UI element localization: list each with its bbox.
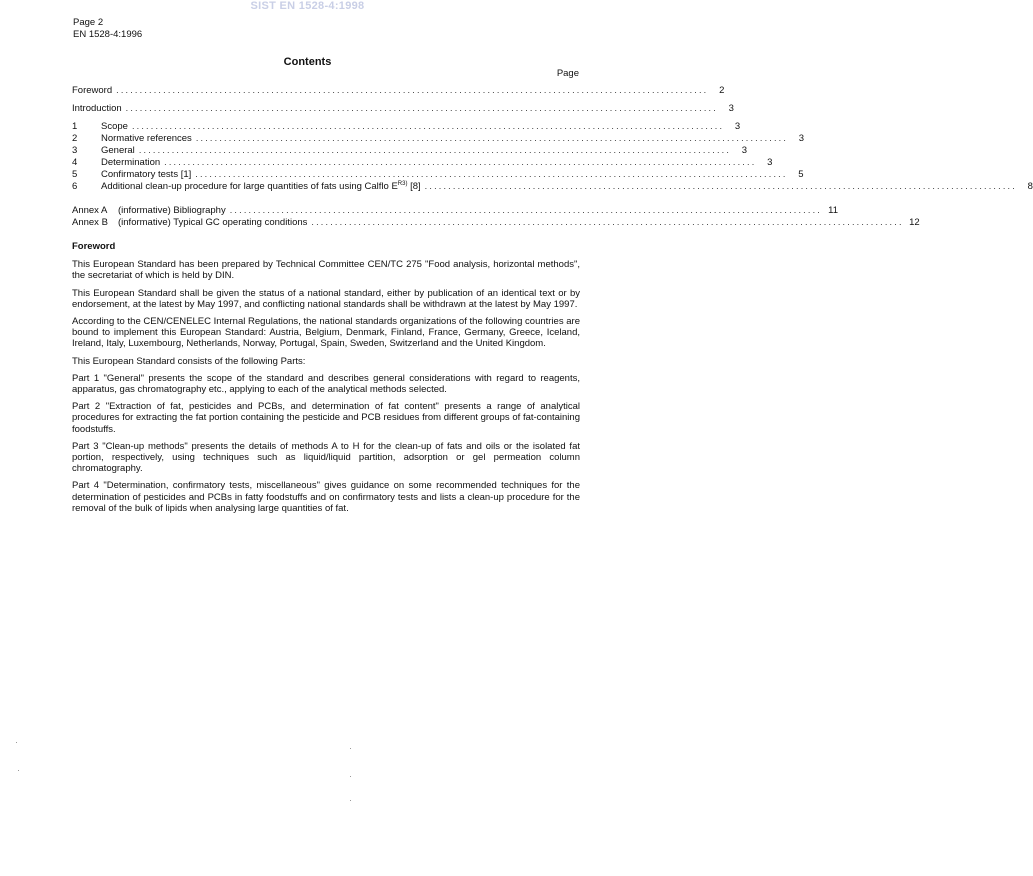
toc-entry-label: Introduction <box>72 103 122 114</box>
standard-id: EN 1528-4:1996 <box>73 29 143 40</box>
foreword-paragraph: This European Standard shall be given the status of a national standard, either by publication of an identical text or by endorsement, at the latest by May 1997, and conflicting national standards shall be withdrawn at the latest by May 1997. <box>72 287 580 310</box>
scan-speck <box>350 800 351 801</box>
toc-entry-label: Normative references <box>101 133 192 144</box>
toc-entry-label: General <box>101 145 135 156</box>
foreword-paragraph: Part 2 "Extraction of fat, pesticides and PCBs, and determination of fat content" presents a range of analytical procedures for extracting the fat portion containing the pesticide and PCB residues from different groups of fat-containing foodstuffs. <box>72 401 580 435</box>
toc-entry-page: 3 <box>798 133 805 144</box>
toc-group-introduction <box>72 102 734 114</box>
scan-speck <box>350 776 351 777</box>
toc-leader-dots: .............................................................................................................................. <box>424 181 1017 191</box>
toc-entry-page: 3 <box>767 157 773 168</box>
toc-entry-number: 2 <box>72 133 78 144</box>
toc-entry-additional-clean-up[interactable] <box>72 180 1033 192</box>
page-column-label: Page <box>556 68 579 79</box>
toc-entry-normative-references[interactable] <box>72 132 805 144</box>
contents-title: Contents <box>283 56 332 68</box>
toc-leader-dots: .............................................................................................................................. <box>125 103 718 113</box>
toc-entry-determination[interactable] <box>72 156 773 168</box>
toc-entry-scope[interactable] <box>72 120 741 132</box>
toc-entry-annex-b[interactable] <box>72 216 920 228</box>
toc-entry-number: 3 <box>72 145 78 156</box>
page-number: Page 2 <box>73 17 104 28</box>
toc-group-clauses <box>72 120 1033 192</box>
toc-entry-label: (informative) Typical GC operating conditions <box>118 217 308 228</box>
toc-entry-label: Confirmatory tests [1] <box>101 169 192 180</box>
toc-entry-page: 3 <box>728 103 734 114</box>
watermark: SIST EN 1528-4:1998 <box>250 0 365 12</box>
toc-entry-page: 11 <box>828 205 838 216</box>
toc-entry-label <box>101 181 421 193</box>
toc-leader-dots: .............................................................................................................................. <box>116 85 709 95</box>
toc-leader-dots: .............................................................................................................................. <box>138 145 732 155</box>
foreword-paragraph: Part 1 "General" presents the scope of the standard and describes general considerations with regard to reagents, apparatus, gas chromatography etc., applying to each of the analytical methods selected. <box>72 372 580 396</box>
toc-entry-number: 6 <box>72 181 78 192</box>
page-header <box>73 17 142 41</box>
toc-group-annexes <box>72 204 920 228</box>
toc-entry-page: 3 <box>734 121 741 132</box>
toc-entry-label-main: Additional clean-up procedure for large quantities of fats using Calflo E <box>101 181 398 192</box>
toc-entry-page: 3 <box>741 145 748 156</box>
toc-entry-page: 12 <box>909 217 920 228</box>
foreword-paragraph: This European Standard consists of the following Parts: <box>72 355 306 367</box>
toc-leader-dots: .............................................................................................................................. <box>164 157 757 167</box>
toc-entry-label: Determination <box>101 157 161 168</box>
foreword-paragraph: According to the CEN/CENELEC Internal Regulations, the national standards organizations of the following countries are bound to implement this European Standard: Austria, Belgium, Denmark, Finland, France, Germany, Greece, Iceland, Ireland, Italy, Luxembourg, Netherlands, Norway, Portugal, Spain, Sweden, Switzerland and the United Kingdom. <box>72 316 580 350</box>
toc-entry-number: Annex A <box>72 205 108 216</box>
scan-speck <box>16 742 17 743</box>
toc-leader-dots: .............................................................................................................................. <box>229 205 822 215</box>
toc-leader-dots: .............................................................................................................................. <box>131 121 725 131</box>
toc-entry-number: 4 <box>72 157 78 168</box>
toc-leader-dots: .............................................................................................................................. <box>195 169 788 179</box>
toc-entry-general[interactable] <box>72 144 748 156</box>
toc-group-foreword <box>72 84 725 96</box>
toc-entry-introduction[interactable] <box>72 102 734 114</box>
toc-entry-label: (informative) Bibliography <box>118 205 226 216</box>
toc-entry-annex-a[interactable] <box>72 204 838 216</box>
foreword-heading: Foreword <box>72 241 116 252</box>
toc-leader-dots: .............................................................................................................................. <box>311 217 904 227</box>
foreword-paragraph: Part 3 "Clean-up methods" presents the details of methods A to H for the clean-up of fats and oils or the isolated fat portion, respectively, using techniques such as liquid/liquid partition, adsorption or gel permeation column chromatography. <box>72 440 580 475</box>
foreword-paragraph: This European Standard has been prepared by Technical Committee CEN/TC 275 "Food analysis, horizontal methods", the secretariat of which is held by DIN. <box>72 259 580 282</box>
toc-entry-confirmatory-tests[interactable] <box>72 168 804 180</box>
foreword-paragraph: Part 4 "Determination, confirmatory tests, miscellaneous" gives guidance on some recommended techniques for the determination of pesticides and PCBs in fatty foodstuffs and on confirmatory tests and lists a clean-up procedure for the removal of the bulk of lipids when analysing large quantities of fat. <box>72 480 580 514</box>
toc-entry-page: 5 <box>798 169 804 180</box>
foreword-section <box>72 241 580 520</box>
toc-leader-dots: .............................................................................................................................. <box>195 133 789 143</box>
toc-entry-number: 5 <box>72 169 78 180</box>
toc-entry-page: 8 <box>1027 181 1033 192</box>
toc-entry-label: Scope <box>101 121 128 132</box>
scan-speck <box>18 770 19 771</box>
toc-entry-number: 1 <box>72 121 78 132</box>
scan-speck <box>350 748 351 749</box>
toc-entry-page: 2 <box>719 85 725 96</box>
toc-entry-label-tail: [8] <box>407 181 421 192</box>
toc-entry-label-superscript: R3) <box>397 180 408 187</box>
toc-entry-foreword[interactable] <box>72 84 725 96</box>
toc-entry-label: Foreword <box>72 85 113 96</box>
toc-entry-number: Annex B <box>72 217 108 228</box>
